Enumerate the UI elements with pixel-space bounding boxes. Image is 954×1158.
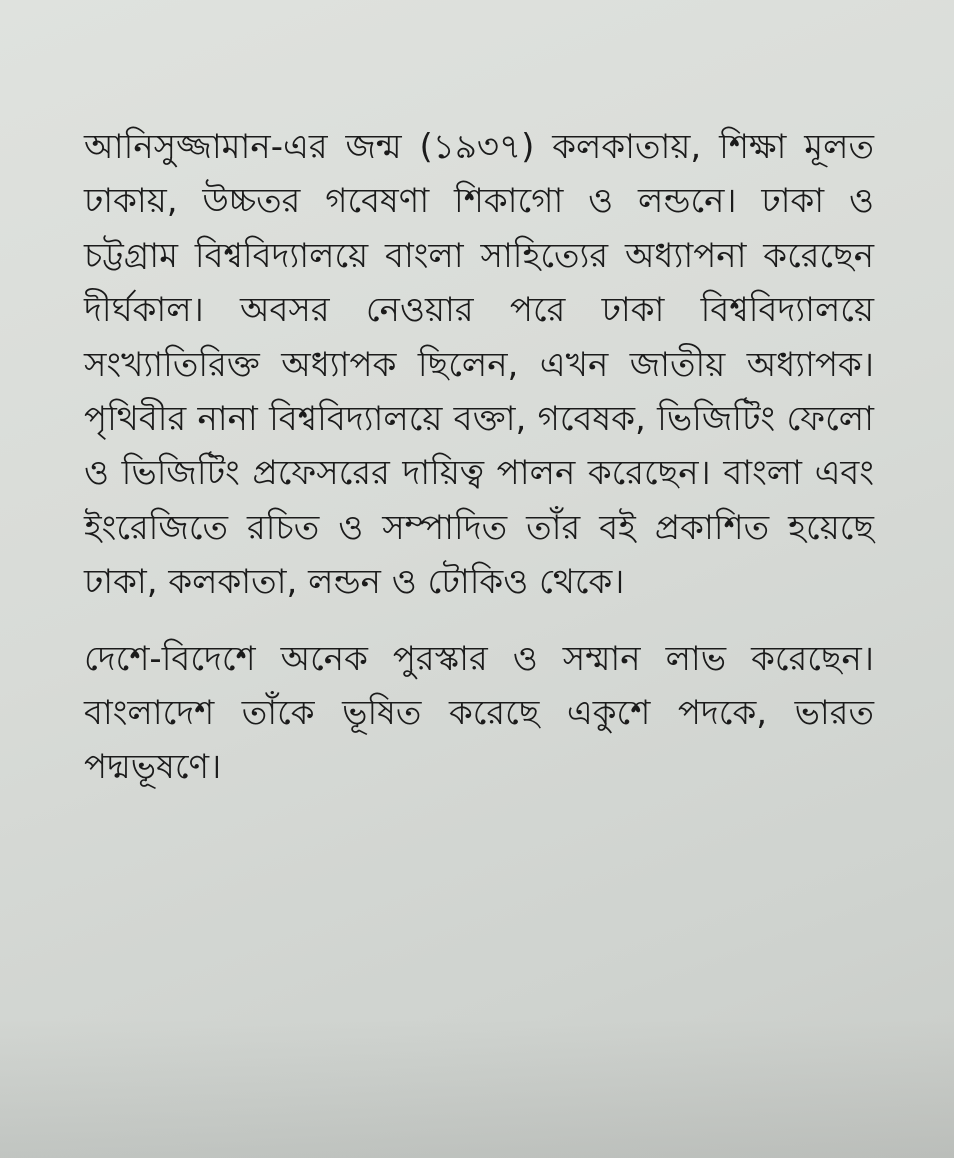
- bio-paragraph-1: আনিসুজ্জামান-এর জন্ম (১৯৩৭) কলকাতায়, শিক্ষা মূলত ঢাকায়, উচ্চতর গবেষণা শিকাগো ও লন্ডনে। ঢাকা ও চট্টগ্রাম বিশ্ববিদ্যালয়ে বাংলা সাহিত্যের অধ্যাপনা করেছেন দীর্ঘকাল। অবসর নেওয়ার পরে ঢাকা বিশ্ববিদ্যালয়ে সংখ্যাতিরিক্ত অধ্যাপক ছিলেন, এখন জাতীয় অধ্যাপক। পৃথিবীর নানা বিশ্ববিদ্যালয়ে বক্তা, গবেষক, ভিজিটিং ফেলো ও ভিজিটিং প্রফেসরের দায়িত্ব পালন করেছেন। বাংলা এবং ইংরেজিতে রচিত ও সম্পাদিত তাঁর বই প্রকাশিত হয়েছে ঢাকা, কলকাতা, লন্ডন ও টোকিও থেকে।: [84, 127, 874, 603]
- page-shadow: [0, 1018, 954, 1158]
- bio-paragraph-2: দেশে-বিদেশে অনেক পুরস্কার ও সম্মান লাভ করেছেন। বাংলাদেশ তাঁকে ভূষিত করেছে একুশে পদকে, ভারত পদ্মভূষণে।: [84, 638, 874, 788]
- author-bio: [84, 120, 874, 795]
